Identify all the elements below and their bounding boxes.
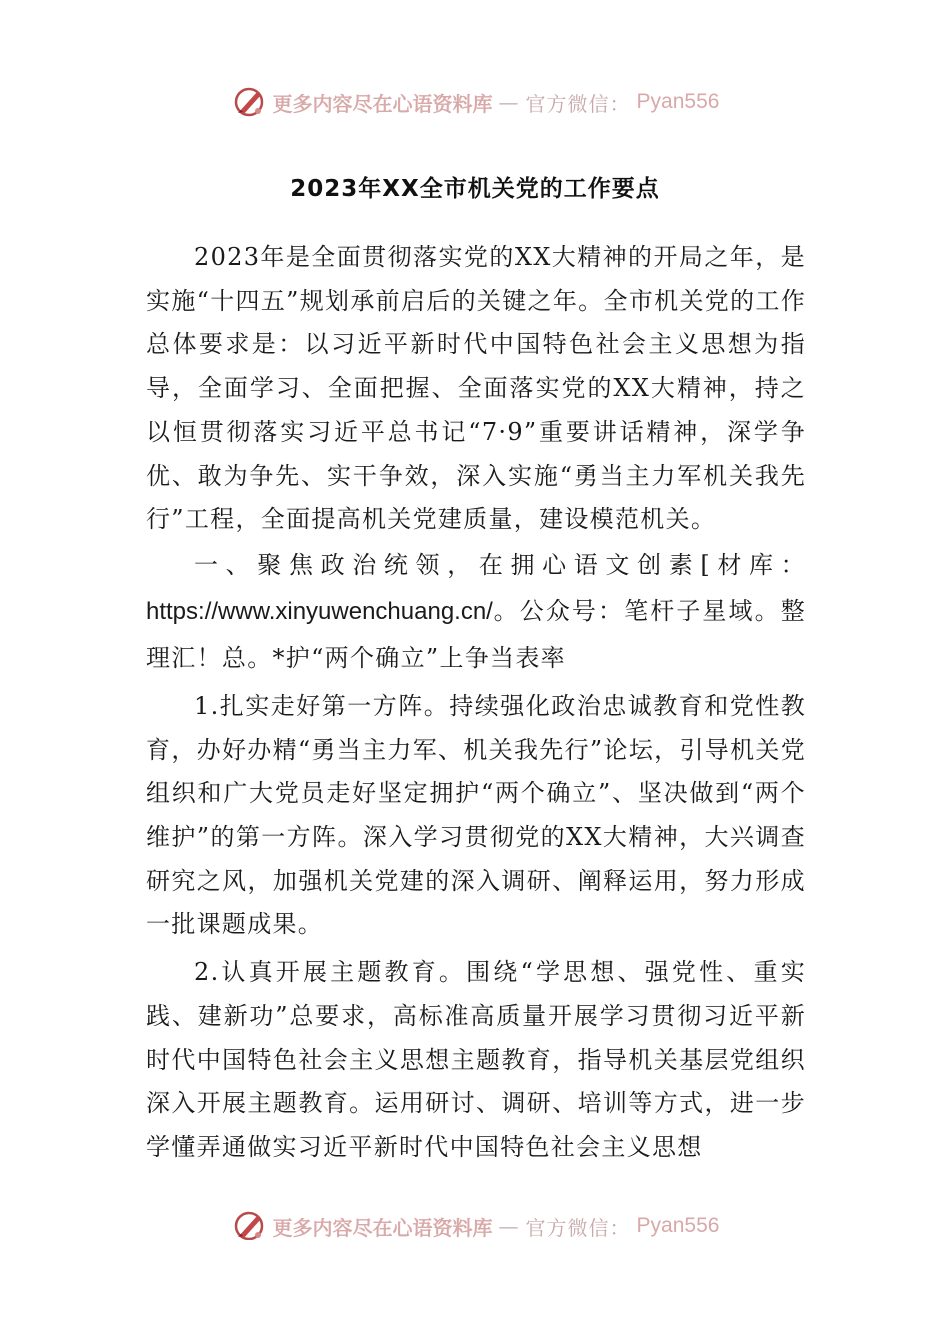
document-body bbox=[146, 236, 806, 1170]
pen-logo-icon bbox=[231, 84, 267, 120]
banner-text: 更多内容尽在心语资料库 bbox=[272, 91, 493, 116]
footer-watermark-banner bbox=[0, 1204, 950, 1240]
pen-logo-icon bbox=[231, 1208, 267, 1240]
item-paragraph-1: 1.扎实走好第一方阵。持续强化政治忠诚教育和党性教育，办好办精“勇当主力军、机关我先行”论坛，引导机关党组织和广大党员走好坚定拥护“两个确立”、坚决做到“两个维护”的第一方阵。深入学习贯彻党的XX大精神，大兴调查研究之风，加强机关党建的深入调研、阐释运用，努力形成一批课题成果。 bbox=[146, 691, 806, 939]
section-heading-part1: 一、聚焦政治统领，在拥心语文创素[材库： bbox=[194, 550, 806, 579]
item-paragraph-2: 2.认真开展主题教育。围绕“学思想、强党性、重实践、建新功”总要求，高标准高质量开展学习贯彻习近平新时代中国特色社会主义思想主题教育，指导机关基层党组织深入开展主题教育。运用研讨、调研、培训等方式，进一步学懂弄通做实习近平新时代中国特色社会主义思想 bbox=[146, 958, 806, 1161]
header-watermark-banner bbox=[0, 82, 950, 122]
section-heading-part2: 。公众号：笔杆子星域。整理汇！总。*护“两个确立”上争当表率 bbox=[146, 596, 806, 672]
document-title: 2023年XX全市机关党的工作要点 bbox=[290, 176, 660, 202]
section-heading bbox=[146, 542, 806, 681]
banner-wechat-id: Pyan556 bbox=[636, 1214, 720, 1237]
resource-url-link[interactable]: https://www.xinyuwenchuang.cn/ bbox=[146, 597, 493, 625]
banner-wechat-label: 官方微信： bbox=[525, 1215, 631, 1240]
banner-text: 更多内容尽在心语资料库 bbox=[272, 1215, 493, 1240]
banner-dash: — bbox=[498, 90, 520, 114]
intro-paragraph: 2023年是全面贯彻落实党的XX大精神的开局之年，是实施“十四五”规划承前启后的关键之年。全市机关党的工作总体要求是：以习近平新时代中国特色社会主义思想为指导，全面学习、全面把握、全面落实党的XX大精神，持之以恒贯彻落实习近平总书记“7·9”重要讲话精神，深学争优、敢为争先、实干争效，深入实施“勇当主力军机关我先行”工程，全面提高机关党建质量，建设模范机关。 bbox=[146, 243, 806, 534]
banner-wechat-label: 官方微信： bbox=[525, 91, 631, 116]
banner-dash: — bbox=[498, 1214, 520, 1238]
banner-wechat-id: Pyan556 bbox=[636, 90, 720, 113]
